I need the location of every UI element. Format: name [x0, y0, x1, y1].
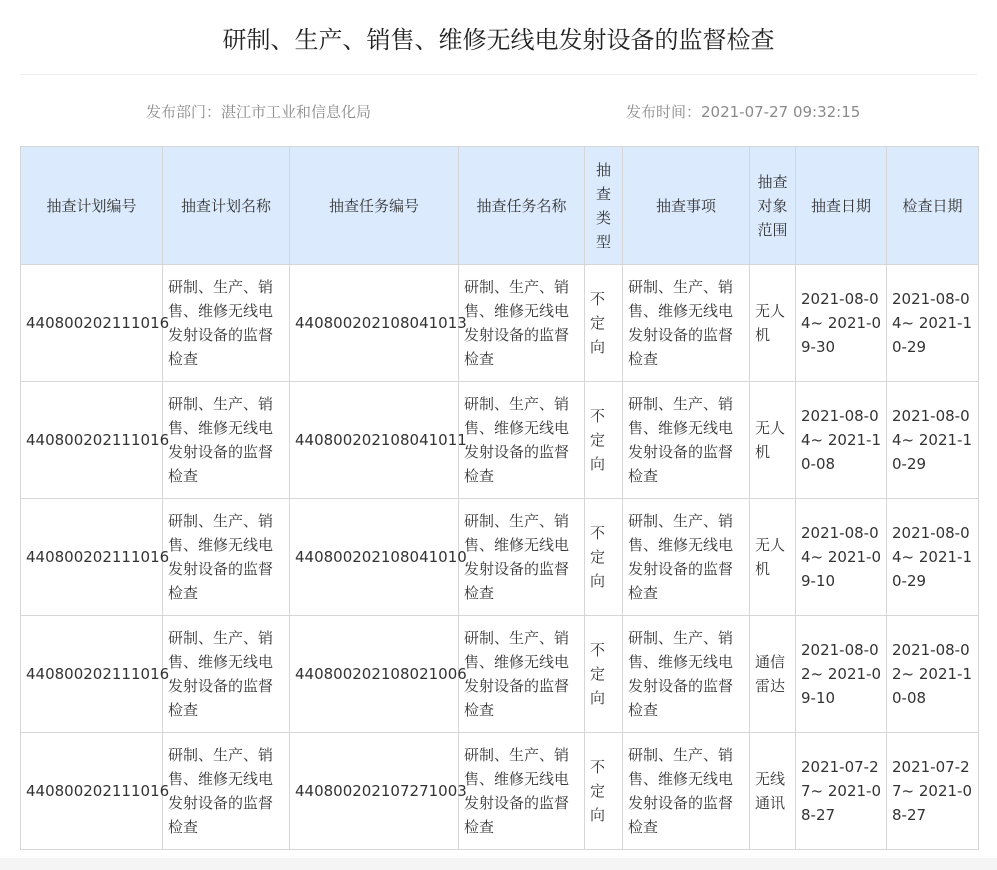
cell-check-item: 研制、生产、销售、维修无线电发射设备的监督检查: [623, 733, 750, 850]
cell-plan-id: 440800202111016: [21, 265, 163, 382]
table-row: [21, 499, 979, 616]
cell-task-name: 研制、生产、销售、维修无线电发射设备的监督检查: [459, 733, 585, 850]
inspection-table: [20, 146, 979, 850]
cell-check-item: 研制、生产、销售、维修无线电发射设备的监督检查: [623, 499, 750, 616]
cell-target-scope: 无线通讯: [750, 733, 796, 850]
cell-plan-name: 研制、生产、销售、维修无线电发射设备的监督检查: [163, 616, 290, 733]
cell-check-type: 不定向: [585, 499, 623, 616]
table-row: [21, 382, 979, 499]
publish-time: 发布时间：2021-07-27 09:32:15: [626, 103, 861, 121]
cell-task-id: 440800202108021006: [290, 616, 459, 733]
cell-inspect-date: 2021-08-02~ 2021-10-08: [887, 616, 979, 733]
cell-target-scope: 无人机: [750, 382, 796, 499]
cell-inspect-date: 2021-08-04~ 2021-10-29: [887, 499, 979, 616]
cell-check-date: 2021-08-02~ 2021-09-10: [796, 616, 887, 733]
header-check-type: 抽查类型: [585, 147, 623, 265]
cell-check-date: 2021-08-04~ 2021-10-08: [796, 382, 887, 499]
cell-check-type: 不定向: [585, 616, 623, 733]
cell-plan-name: 研制、生产、销售、维修无线电发射设备的监督检查: [163, 265, 290, 382]
title-divider: [20, 74, 977, 75]
cell-task-id: 440800202108041011: [290, 382, 459, 499]
cell-task-name: 研制、生产、销售、维修无线电发射设备的监督检查: [459, 382, 585, 499]
table-body: [21, 265, 979, 850]
cell-task-id: 440800202108041010: [290, 499, 459, 616]
cell-plan-id: 440800202111016: [21, 733, 163, 850]
table-row: [21, 616, 979, 733]
cell-check-date: 2021-08-04~ 2021-09-30: [796, 265, 887, 382]
cell-task-name: 研制、生产、销售、维修无线电发射设备的监督检查: [459, 616, 585, 733]
cell-target-scope: 无人机: [750, 265, 796, 382]
cell-target-scope: 通信雷达: [750, 616, 796, 733]
page-title: 研制、生产、销售、维修无线电发射设备的监督检查: [222, 26, 775, 54]
header-row: [21, 147, 979, 265]
header-check-item: 抽查事项: [623, 147, 750, 265]
publisher-info: 发布部门：湛江市工业和信息化局: [146, 103, 372, 121]
cell-target-scope: 无人机: [750, 499, 796, 616]
cell-check-item: 研制、生产、销售、维修无线电发射设备的监督检查: [623, 265, 750, 382]
cell-plan-name: 研制、生产、销售、维修无线电发射设备的监督检查: [163, 382, 290, 499]
table-row: [21, 265, 979, 382]
cell-plan-id: 440800202111016: [21, 616, 163, 733]
header-plan-id: 抽查计划编号: [21, 147, 163, 265]
cell-plan-name: 研制、生产、销售、维修无线电发射设备的监督检查: [163, 499, 290, 616]
header-check-date: 抽查日期: [796, 147, 887, 265]
cell-check-date: 2021-07-27~ 2021-08-27: [796, 733, 887, 850]
cell-task-id: 440800202108041013: [290, 265, 459, 382]
cell-check-item: 研制、生产、销售、维修无线电发射设备的监督检查: [623, 616, 750, 733]
header-plan-name: 抽查计划名称: [163, 147, 290, 265]
header-target-scope: 抽查对象范围: [750, 147, 796, 265]
cell-task-id: 440800202107271003: [290, 733, 459, 850]
cell-inspect-date: 2021-08-04~ 2021-10-29: [887, 382, 979, 499]
cell-plan-name: 研制、生产、销售、维修无线电发射设备的监督检查: [163, 733, 290, 850]
cell-plan-id: 440800202111016: [21, 382, 163, 499]
cell-check-type: 不定向: [585, 733, 623, 850]
header-inspect-date: 检查日期: [887, 147, 979, 265]
cell-check-type: 不定向: [585, 382, 623, 499]
footer-band: [0, 858, 997, 870]
cell-check-date: 2021-08-04~ 2021-09-10: [796, 499, 887, 616]
cell-inspect-date: 2021-08-04~ 2021-10-29: [887, 265, 979, 382]
cell-inspect-date: 2021-07-27~ 2021-08-27: [887, 733, 979, 850]
cell-task-name: 研制、生产、销售、维修无线电发射设备的监督检查: [459, 499, 585, 616]
table-header: [21, 147, 979, 265]
cell-plan-id: 440800202111016: [21, 499, 163, 616]
cell-task-name: 研制、生产、销售、维修无线电发射设备的监督检查: [459, 265, 585, 382]
table-row: [21, 733, 979, 850]
header-task-id: 抽查任务编号: [290, 147, 459, 265]
cell-check-type: 不定向: [585, 265, 623, 382]
cell-check-item: 研制、生产、销售、维修无线电发射设备的监督检查: [623, 382, 750, 499]
header-task-name: 抽查任务名称: [459, 147, 585, 265]
